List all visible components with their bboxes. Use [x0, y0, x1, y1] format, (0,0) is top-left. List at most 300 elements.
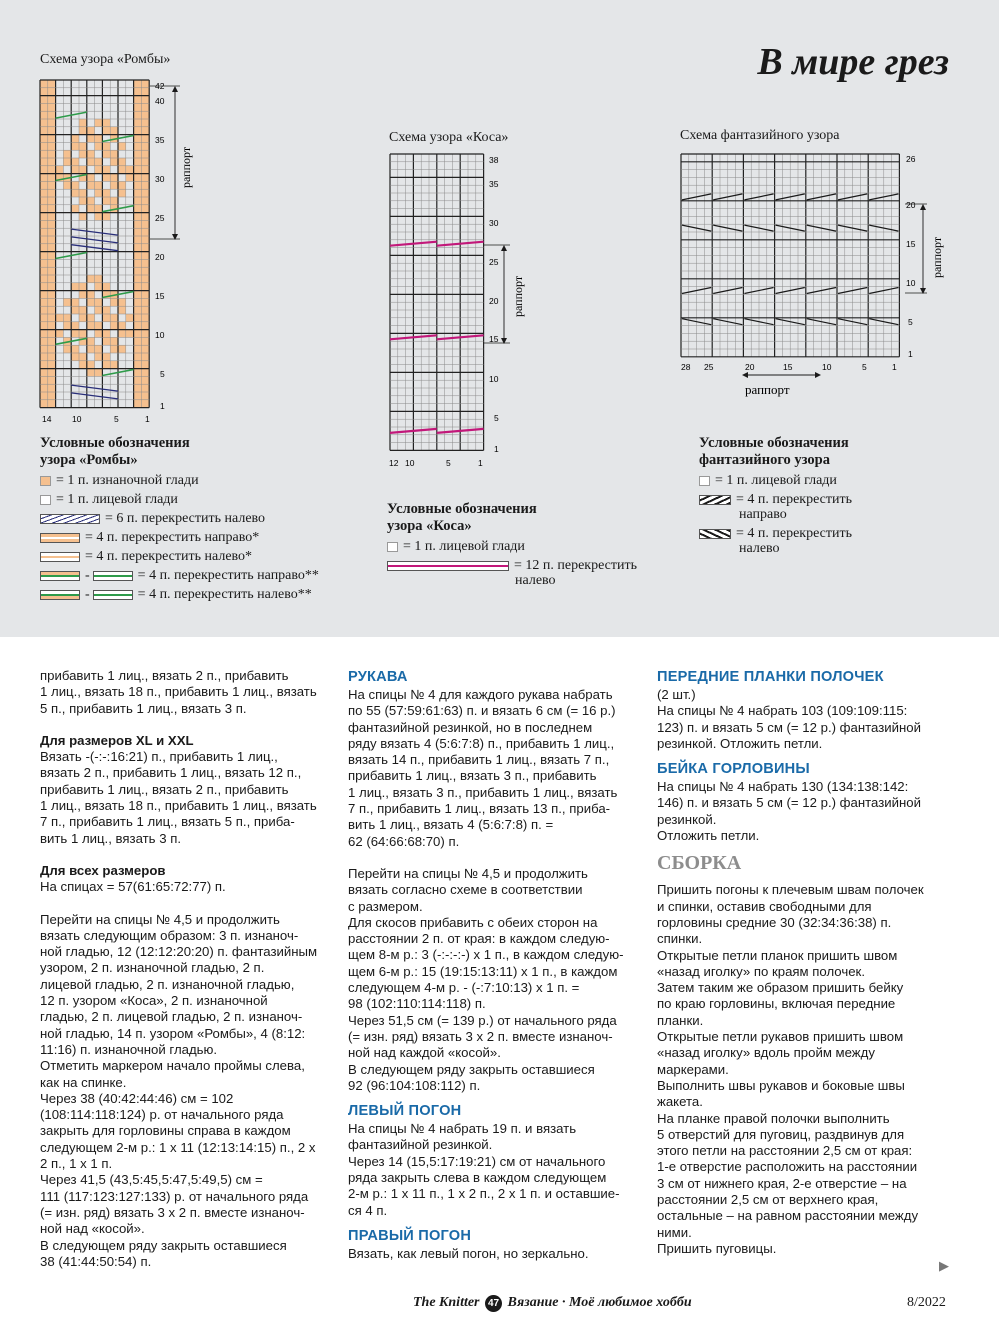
- purl-cell: [40, 189, 48, 197]
- purl-cell: [48, 291, 56, 299]
- purl-cell: [134, 361, 142, 369]
- purl-cell: [71, 322, 79, 330]
- paragraph-line: ся 4 п.: [348, 1202, 388, 1218]
- paragraph-line: расстоянии 2,5 см от верхнего края,: [657, 1192, 879, 1208]
- paragraph-line: Затем таким же образом пришить бейку: [657, 980, 904, 996]
- paragraph-line: вязать 2 п., прибавить 1 лиц., вязать 12 п.,: [40, 765, 302, 781]
- purl-cell: [95, 142, 103, 150]
- paragraph-line: резинкой.: [657, 811, 717, 827]
- paragraph-line: На спицы № 4 для каждого рукава набрать: [348, 687, 613, 702]
- purl-cell: [40, 337, 48, 345]
- paragraph-line: 123) п. и вязать 5 см (= 12 р.) фантазийной: [657, 719, 921, 735]
- purl-cell: [95, 283, 103, 291]
- paragraph-line: 1 лиц., вязать 18 п., прибавить 1 лиц., вязать: [40, 684, 317, 700]
- purl-cell: [134, 236, 142, 244]
- kosa-row-label: 38: [489, 155, 499, 165]
- purl-cell: [141, 158, 149, 166]
- legend-item: [40, 528, 370, 547]
- purl-cell: [40, 88, 48, 96]
- purl-cell: [48, 181, 56, 189]
- purl-cell: [102, 306, 110, 314]
- purl-cell: [40, 252, 48, 260]
- romby-row-label: 1: [160, 401, 165, 411]
- paragraph-line: узором, 2 п. изнаночной гладью, 2 п.: [40, 960, 265, 976]
- knit-swatch-icon: [387, 542, 398, 552]
- paragraph-line: следующем 4-м р. - (-:7:10:13) х 1 п. =: [348, 980, 580, 996]
- purl-cell: [79, 166, 87, 174]
- purl-cell: [56, 166, 64, 174]
- purl-cell: [134, 96, 142, 104]
- purl-cell: [48, 88, 56, 96]
- purl-cell: [141, 392, 149, 400]
- purl-cell: [71, 205, 79, 213]
- kosa-col-label: 12: [389, 458, 399, 468]
- paragraph-line: спинки.: [657, 931, 703, 947]
- purl-cell: [110, 197, 118, 205]
- purl-cell: [134, 291, 142, 299]
- issue-number: 8/2022: [907, 1295, 946, 1310]
- subheading: Для размеров XL и XXL: [40, 732, 194, 748]
- paragraph-line: «назад иголку» по краям полочек.: [657, 963, 865, 979]
- purl-cell: [141, 103, 149, 111]
- kosa-row-label: 1: [494, 444, 499, 454]
- purl-cell: [71, 353, 79, 361]
- purl-cell: [87, 275, 95, 283]
- paragraph-line: фантазийной резинкой.: [348, 1137, 493, 1153]
- purl-cell: [141, 275, 149, 283]
- paragraph-line: (108:114:118:124) р. от начального ряда: [40, 1107, 284, 1123]
- subheading: Для всех размеров: [40, 862, 166, 878]
- purl-cell: [141, 197, 149, 205]
- paragraph-line: Открытые петли планок пришить швом: [657, 947, 898, 963]
- purl-cell: [134, 150, 142, 158]
- purl-cell: [95, 322, 103, 330]
- kosa-row-labels: [489, 155, 499, 454]
- purl-cell: [141, 376, 149, 384]
- paragraph-line: 5 отверстий для пуговиц, раздвинув для: [657, 1126, 905, 1142]
- chart-kosa-title: Схема узора «Коса»: [389, 130, 509, 145]
- purl-cell: [95, 181, 103, 189]
- paragraph-line: Отметить маркером начало проймы слева,: [40, 1058, 305, 1074]
- cross-4-right-black-icon: [699, 495, 731, 505]
- kosa-row-label: 10: [489, 374, 499, 384]
- purl-cell: [87, 314, 95, 322]
- paragraph: [40, 749, 340, 847]
- paragraph-line: планки.: [657, 1012, 704, 1028]
- legend-fantasy: [699, 435, 959, 558]
- paragraph-line: Отложить петли.: [657, 828, 760, 844]
- purl-cell: [134, 392, 142, 400]
- purl-cell: [110, 345, 118, 353]
- purl-cell: [40, 353, 48, 361]
- purl-cell: [48, 142, 56, 150]
- kosa-rapport-arrow: [501, 245, 507, 251]
- purl-cell: [48, 174, 56, 182]
- purl-cell: [48, 400, 56, 408]
- purl-cell: [141, 345, 149, 353]
- romby-row-label: 40: [155, 96, 165, 106]
- purl-cell: [71, 298, 79, 306]
- paragraph-line: 7 п., прибавить 1 лиц., вязать 5 п., приба-: [40, 814, 295, 830]
- purl-cell: [40, 330, 48, 338]
- footer-magazine: Вязание · Моё любимое хобби: [507, 1295, 692, 1310]
- purl-cell: [141, 181, 149, 189]
- fantasy-col-label: 5: [862, 362, 867, 372]
- paragraph-line: щем 8-м р.: 3 (-:-:-:-) х 1 п., в каждом следую-: [348, 947, 624, 963]
- purl-cell: [141, 150, 149, 158]
- cross-6-left-icon: [40, 514, 100, 524]
- paragraph-line: закрыть для горловины справа в каждом: [40, 1123, 291, 1139]
- kosa-col-label: 10: [405, 458, 415, 468]
- paragraph-line: Через 41,5 (43,5:45,5:47,5:49,5) см =: [40, 1172, 263, 1188]
- paragraph-line: ряду вязать 4 (5:6:7:8) п., прибавить 1 лиц.,: [348, 735, 615, 751]
- purl-cell: [134, 228, 142, 236]
- purl-cell: [118, 298, 126, 306]
- paragraph-line: Перейти на спицы № 4,5 и продолжить: [348, 865, 588, 881]
- paragraph-line: этого петли на расстоянии 2,5 см от края:: [657, 1143, 913, 1159]
- purl-cell: [134, 259, 142, 267]
- purl-cell: [40, 384, 48, 392]
- purl-cell: [48, 314, 56, 322]
- purl-cell: [48, 205, 56, 213]
- purl-cell: [95, 369, 103, 377]
- purl-cell: [63, 322, 71, 330]
- purl-cell: [48, 384, 56, 392]
- romby-rapport-label: раппорт: [179, 146, 193, 188]
- paragraph-line: ной над каждой «косой».: [348, 1045, 501, 1061]
- purl-cell: [134, 197, 142, 205]
- purl-cell: [102, 189, 110, 197]
- cross-4-right-orange-icon: [40, 533, 80, 543]
- purl-cell: [79, 283, 87, 291]
- purl-cell: [134, 252, 142, 260]
- purl-cell: [40, 174, 48, 182]
- purl-cell: [110, 158, 118, 166]
- purl-cell: [141, 228, 149, 236]
- purl-cell: [79, 361, 87, 369]
- purl-cell: [40, 228, 48, 236]
- paragraph-line: вязать следующим образом: 3 п. изнаноч-: [40, 927, 299, 943]
- purl-cell: [118, 166, 126, 174]
- purl-cell: [102, 213, 110, 221]
- legend-item: [40, 547, 370, 566]
- romby-rapport-arrow: [172, 86, 178, 92]
- purl-cell: [79, 189, 87, 197]
- purl-cell: [48, 166, 56, 174]
- purl-cell: [141, 111, 149, 119]
- romby-row-label: 42: [155, 81, 165, 91]
- romby-row-label: 20: [155, 252, 165, 262]
- kosa-col-label: 1: [478, 458, 483, 468]
- purl-cell: [48, 337, 56, 345]
- purl-cell: [40, 283, 48, 291]
- purl-cell: [141, 142, 149, 150]
- legend-item-label: = 4 п. перекрестить: [736, 492, 852, 507]
- purl-cell: [48, 96, 56, 104]
- purl-cell: [87, 181, 95, 189]
- purl-cell: [48, 306, 56, 314]
- text-column-2: [348, 668, 648, 1262]
- purl-cell: [87, 150, 95, 158]
- purl-cell: [102, 150, 110, 158]
- legend-item: [40, 471, 370, 490]
- paragraph: [348, 866, 648, 1094]
- knit-swatch-icon: [699, 476, 710, 486]
- purl-cell: [48, 158, 56, 166]
- purl-cell: [40, 181, 48, 189]
- paragraph-line: по краю горловины, включая передние: [657, 996, 896, 1012]
- purl-cell: [40, 236, 48, 244]
- paragraph-line: На спицы № 4 набрать 19 п. и вязать: [348, 1121, 577, 1137]
- purl-cell: [40, 275, 48, 283]
- purl-cell: [40, 96, 48, 104]
- legend-item: [699, 471, 959, 490]
- purl-cell: [95, 135, 103, 143]
- purl-cell: [40, 298, 48, 306]
- romby-row-label: 35: [155, 135, 165, 145]
- purl-cell: [48, 298, 56, 306]
- purl-cell: [102, 353, 110, 361]
- cross-4-left-green-icon: [93, 590, 133, 600]
- purl-cell: [110, 298, 118, 306]
- purl-cell: [134, 205, 142, 213]
- kosa-row-label: 30: [489, 218, 499, 228]
- fantasy-col-label: 20: [745, 362, 755, 372]
- purl-cell: [48, 267, 56, 275]
- paragraph-line: 5 п., прибавить 1 лиц., вязать 3 п.: [40, 700, 247, 716]
- purl-cell: [87, 361, 95, 369]
- purl-cell: [141, 337, 149, 345]
- fantasy-row-label: 10: [906, 278, 916, 288]
- purl-cell: [48, 135, 56, 143]
- purl-cell: [95, 166, 103, 174]
- purl-cell: [141, 252, 149, 260]
- paragraph-line: 1-е отверстие расположить на расстоянии: [657, 1159, 918, 1175]
- purl-cell: [40, 361, 48, 369]
- section-heading: РУКАВА: [348, 669, 408, 685]
- legend-item-label: = 1 п. лицевой глади: [715, 473, 837, 488]
- purl-cell: [63, 314, 71, 322]
- purl-cell: [95, 345, 103, 353]
- purl-cell: [40, 220, 48, 228]
- text-column-1: [40, 668, 340, 1270]
- fantasy-rapport-arrow: [815, 372, 821, 378]
- purl-cell: [102, 361, 110, 369]
- purl-cell: [134, 142, 142, 150]
- purl-cell: [95, 275, 103, 283]
- paragraph-line: Для скосов прибавить с обеих сторон на: [348, 914, 598, 930]
- purl-cell: [87, 205, 95, 213]
- legend-item-label: = 1 п. изнаночной глади: [56, 473, 199, 488]
- fantasy-col-label: 10: [822, 362, 832, 372]
- purl-cell: [134, 330, 142, 338]
- legend-item-label: налево: [515, 573, 556, 588]
- fantasy-row-label: 20: [906, 200, 916, 210]
- purl-cell: [79, 330, 87, 338]
- purl-cell: [56, 330, 64, 338]
- paragraph-line: как на спинке.: [40, 1074, 127, 1090]
- text-column-3: [657, 668, 957, 1257]
- next-page-arrow-icon: ▶: [939, 1258, 949, 1273]
- chart-fantasy-title: Схема фантазийного узора: [680, 128, 840, 143]
- purl-cell: [102, 119, 110, 127]
- purl-cell: [79, 306, 87, 314]
- purl-cell: [134, 119, 142, 127]
- purl-cell: [141, 330, 149, 338]
- fantasy-row-label: 1: [908, 349, 913, 359]
- paragraph-line: 38 (41:44:50:54) п.: [40, 1253, 152, 1269]
- purl-cell: [141, 267, 149, 275]
- paragraph-line: 2-м р.: 1 х 11 п., 1 х 2 п., 2 х 1 п. и оставшие-: [348, 1186, 620, 1202]
- page-number-badge: 47: [485, 1295, 502, 1312]
- fantasy-col-label: 28: [681, 362, 691, 372]
- legend-item-label: = 4 п. перекрестить направо**: [137, 568, 319, 583]
- romby-col-label: 10: [72, 414, 82, 424]
- purl-cell: [40, 322, 48, 330]
- purl-cell: [126, 330, 134, 338]
- paragraph-line: вязать 14 п., прибавить 1 лиц., вязать 7 п.,: [348, 752, 610, 768]
- paragraph-line: щем 6-м р.: 15 (19:15:13:11) х 1 п., в каждом: [348, 963, 618, 979]
- paragraph-line: 111 (117:123:127:133) р. от начального ряда: [40, 1188, 309, 1204]
- purl-cell: [141, 96, 149, 104]
- romby-col-labels: [42, 414, 150, 424]
- purl-cell: [141, 213, 149, 221]
- purl-cell: [134, 306, 142, 314]
- romby-col-label: 1: [145, 414, 150, 424]
- purl-cell: [40, 150, 48, 158]
- purl-cell: [126, 314, 134, 322]
- purl-cell: [134, 314, 142, 322]
- legend-item-label: = 4 п. перекрестить: [736, 526, 852, 541]
- paragraph-line: ними.: [657, 1224, 692, 1240]
- legend-kosa-heading: Условные обозначения: [387, 501, 537, 517]
- kosa-row-label: 5: [494, 413, 499, 423]
- kosa-row-label: 15: [489, 334, 499, 344]
- paragraph: [40, 912, 340, 1271]
- purl-cell: [141, 283, 149, 291]
- kosa-col-label: 5: [446, 458, 451, 468]
- purl-cell: [48, 189, 56, 197]
- purl-cell: [79, 119, 87, 127]
- paragraph-line: (= изн. ряд) вязать 3 х 2 п. вместе изнаноч-: [40, 1204, 305, 1220]
- purl-cell: [134, 80, 142, 88]
- purl-cell: [40, 259, 48, 267]
- chart-romby-title: Схема узора «Ромбы»: [40, 52, 171, 67]
- purl-cell: [63, 150, 71, 158]
- fantasy-row-labels: [906, 154, 916, 359]
- purl-cell: [134, 103, 142, 111]
- paragraph-line: расстоянии 2 п. от края: в каждом следую-: [348, 931, 610, 947]
- purl-cell: [48, 197, 56, 205]
- purl-cell: [71, 181, 79, 189]
- purl-cell: [48, 353, 56, 361]
- kosa-row-label: 35: [489, 179, 499, 189]
- purl-cell: [141, 322, 149, 330]
- purl-cell: [141, 298, 149, 306]
- footer-brand: The Knitter: [413, 1295, 480, 1310]
- legend-romby: [40, 435, 370, 604]
- purl-cell: [71, 166, 79, 174]
- purl-cell: [63, 345, 71, 353]
- purl-cell: [110, 337, 118, 345]
- purl-cell: [141, 361, 149, 369]
- paragraph-line: В следующем ряду закрыть оставшиеся: [348, 1061, 595, 1077]
- purl-cell: [141, 135, 149, 143]
- purl-cell: [110, 127, 118, 135]
- purl-cell: [71, 306, 79, 314]
- fantasy-rapport-label: раппорт: [745, 382, 790, 397]
- purl-cell: [87, 369, 95, 377]
- purl-cell: [40, 244, 48, 252]
- section-heading: ПЕРЕДНИЕ ПЛАНКИ ПОЛОЧЕК: [657, 669, 884, 685]
- purl-cell: [134, 267, 142, 275]
- paragraph-line: жакета.: [657, 1094, 703, 1110]
- purl-cell: [71, 158, 79, 166]
- purl-cell: [40, 135, 48, 143]
- purl-cell: [48, 376, 56, 384]
- purl-cell: [87, 135, 95, 143]
- fantasy-chart: [679, 152, 959, 402]
- paragraph-line: Пришить погоны к плечевым швам полочек: [657, 882, 924, 898]
- purl-cell: [95, 119, 103, 127]
- purl-cell: [40, 119, 48, 127]
- purl-cell: [126, 174, 134, 182]
- purl-cell: [102, 314, 110, 322]
- paragraph-line: На спицы № 4 набрать 130 (134:138:142:: [657, 779, 909, 795]
- purl-cell: [87, 127, 95, 135]
- legend-item: [40, 490, 370, 509]
- purl-cell: [134, 337, 142, 345]
- fantasy-col-label: 25: [704, 362, 714, 372]
- legend-romby-heading: Условные обозначения: [40, 435, 190, 451]
- purl-cell: [141, 353, 149, 361]
- purl-cell: [48, 111, 56, 119]
- purl-cell: [141, 205, 149, 213]
- page-title: В мире грез: [757, 41, 949, 83]
- paragraph-line: маркерами.: [657, 1061, 729, 1077]
- purl-cell: [134, 353, 142, 361]
- purl-cell: [48, 244, 56, 252]
- purl-cell: [79, 142, 87, 150]
- purl-cell: [71, 142, 79, 150]
- legend-item: - = 4 п. перекрестить направо**: [40, 566, 370, 585]
- cross-4-left-black-icon: [699, 529, 731, 539]
- purl-cell: [87, 298, 95, 306]
- purl-cell: [40, 213, 48, 221]
- legend-kosa-subheading: узора «Коса»: [387, 518, 472, 534]
- purl-cell: [48, 259, 56, 267]
- purl-cell: [40, 142, 48, 150]
- purl-cell: [79, 197, 87, 205]
- paragraph-line: прибавить 1 лиц., вязать 2 п., прибавить: [40, 781, 289, 797]
- paragraph-line: В следующем ряду закрыть оставшиеся: [40, 1237, 287, 1253]
- romby-row-labels: [155, 81, 165, 411]
- paragraph-line: 62 (64:66:68:70) п.: [348, 833, 460, 849]
- paragraph-line: резинкой. Отложить петли.: [657, 735, 823, 751]
- purl-cell: [40, 197, 48, 205]
- paragraph-line: вязать согласно схеме в соответствии: [348, 882, 583, 898]
- paragraph: [348, 687, 648, 850]
- purl-cell: [141, 166, 149, 174]
- legend-item-label: налево: [739, 541, 780, 556]
- legend-item-label: = 4 п. перекрестить налево**: [137, 587, 312, 602]
- purl-cell: [95, 213, 103, 221]
- purl-cell: [102, 174, 110, 182]
- legend-item: - = 4 п. перекрестить налево**: [40, 585, 370, 604]
- purl-cell: [118, 181, 126, 189]
- purl-cell: [134, 127, 142, 135]
- paragraph-line: с размером.: [348, 898, 423, 914]
